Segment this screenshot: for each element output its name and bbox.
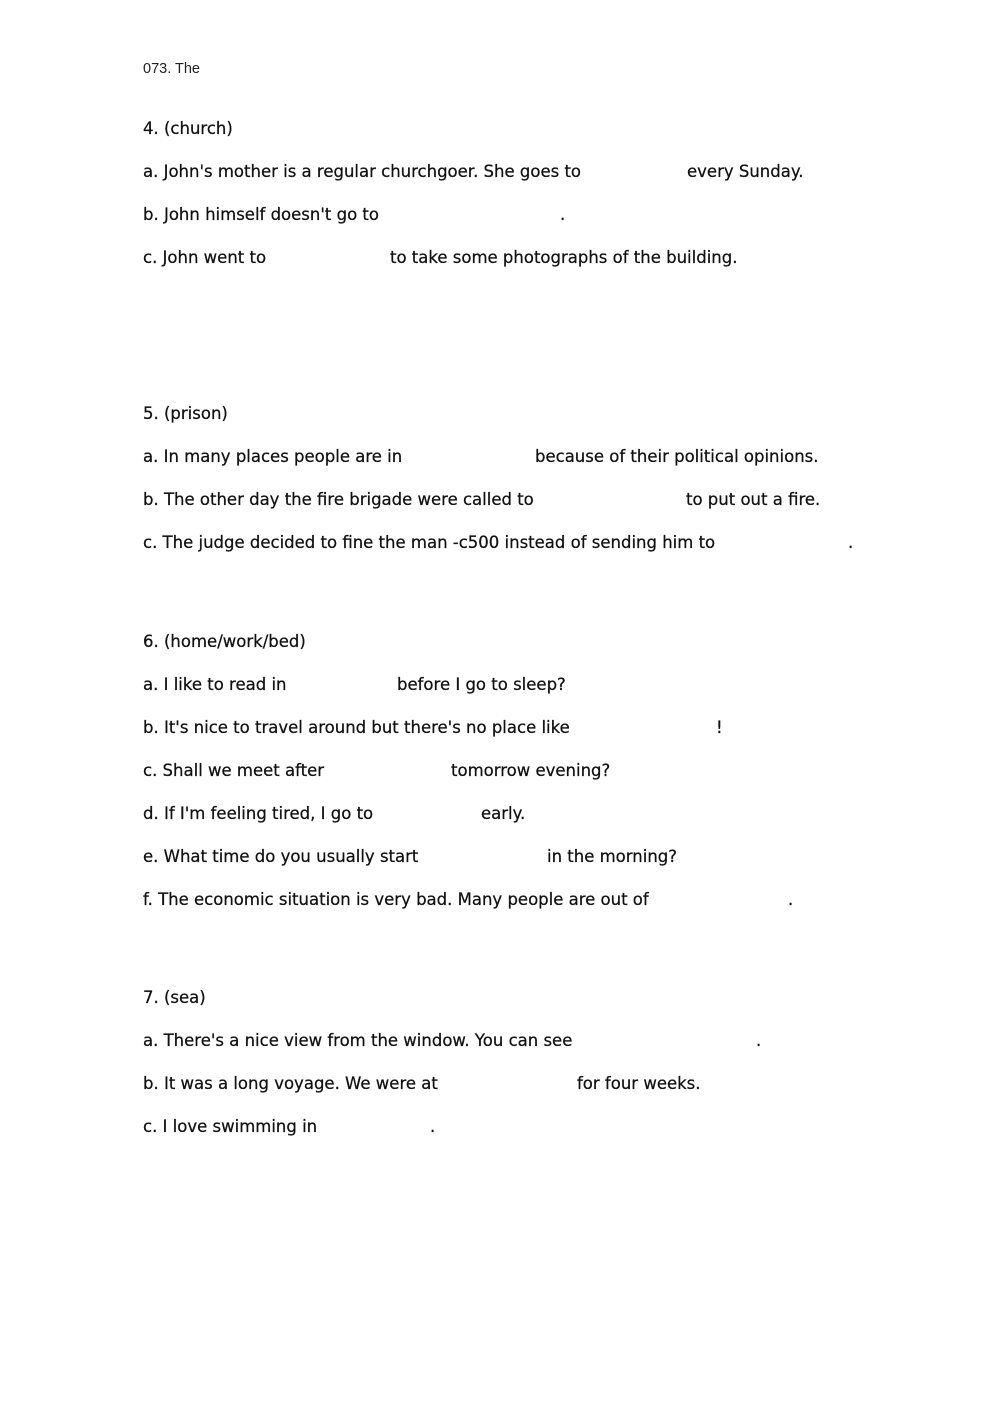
- exercise-suffix: .: [756, 1031, 762, 1050]
- exercise-prefix: a. I like to read in: [143, 675, 287, 694]
- answer-blank-6e[interactable]: [439, 847, 539, 865]
- exercise-suffix: every Sunday.: [687, 162, 804, 181]
- exercise-suffix: to take some photographs of the building.: [390, 248, 738, 267]
- exercise-7b: [143, 1074, 863, 1096]
- answer-blank-7b[interactable]: [461, 1074, 571, 1092]
- exercise-prefix: c. Shall we meet after: [143, 761, 325, 780]
- exercise-prefix: b. The other day the fire brigade were called to: [143, 490, 534, 509]
- answer-blank-6d[interactable]: [395, 804, 475, 822]
- answer-blank-4c[interactable]: [283, 248, 383, 266]
- exercise-suffix: tomorrow evening?: [451, 761, 611, 780]
- page-header: 073. The: [143, 61, 200, 77]
- exercise-prefix: b. John himself doesn't go to: [143, 205, 379, 224]
- exercise-5a: [143, 447, 863, 469]
- exercise-7c: [143, 1117, 863, 1139]
- answer-blank-6c[interactable]: [341, 761, 441, 779]
- exercise-suffix: in the morning?: [547, 847, 678, 866]
- exercise-6f: [143, 890, 863, 912]
- exercise-suffix: .: [848, 533, 854, 552]
- exercise-5b: [143, 490, 863, 512]
- section-title-church: 4. (church): [143, 119, 233, 138]
- exercise-prefix: e. What time do you usually start: [143, 847, 419, 866]
- answer-blank-4b[interactable]: [401, 205, 551, 223]
- answer-blank-5b[interactable]: [563, 490, 663, 508]
- exercise-suffix: .: [788, 890, 794, 909]
- section-title-sea: 7. (sea): [143, 988, 206, 1007]
- exercise-suffix: because of their political opinions.: [535, 447, 819, 466]
- exercise-prefix: d. If I'm feeling tired, I go to: [143, 804, 374, 823]
- exercise-6d: [143, 804, 863, 826]
- exercise-prefix: c. I love swimming in: [143, 1117, 318, 1136]
- exercise-7a: [143, 1031, 863, 1053]
- answer-blank-6f[interactable]: [683, 890, 783, 908]
- exercise-suffix: for four weeks.: [577, 1074, 701, 1093]
- exercise-6a: [143, 675, 863, 697]
- exercise-suffix: before I go to sleep?: [397, 675, 566, 694]
- exercise-prefix: a. In many places people are in: [143, 447, 403, 466]
- answer-blank-6b[interactable]: [601, 718, 711, 736]
- exercise-4b: [143, 205, 863, 227]
- answer-blank-4a[interactable]: [613, 162, 683, 180]
- exercise-suffix: .: [430, 1117, 436, 1136]
- answer-blank-5a[interactable]: [423, 447, 523, 465]
- exercise-prefix: b. It's nice to travel around but there's no place like: [143, 718, 570, 737]
- exercise-suffix: .: [560, 205, 566, 224]
- answer-blank-6a[interactable]: [303, 675, 393, 693]
- exercise-prefix: a. There's a nice view from the window. You can see: [143, 1031, 573, 1050]
- exercise-prefix: c. John went to: [143, 248, 267, 267]
- exercise-4c: [143, 248, 863, 270]
- section-title-home-work-bed: 6. (home/work/bed): [143, 632, 306, 651]
- exercise-suffix: early.: [481, 804, 526, 823]
- answer-blank-7c[interactable]: [333, 1117, 423, 1135]
- exercise-suffix: to put out a fire.: [686, 490, 821, 509]
- exercise-6b: [143, 718, 863, 740]
- exercise-prefix: c. The judge decided to fine the man -c500 instead of sending him to: [143, 533, 716, 552]
- exercise-prefix: b. It was a long voyage. We were at: [143, 1074, 438, 1093]
- answer-blank-7a[interactable]: [609, 1031, 749, 1049]
- exercise-prefix: a. John's mother is a regular churchgoer. She goes to: [143, 162, 582, 181]
- exercise-suffix: !: [716, 718, 723, 737]
- exercise-6c: [143, 761, 863, 783]
- answer-blank-5c[interactable]: [751, 533, 841, 551]
- exercise-prefix: f. The economic situation is very bad. Many people are out of: [143, 890, 649, 909]
- exercise-6e: [143, 847, 863, 869]
- exercise-5c: [143, 533, 863, 555]
- exercise-4a: [143, 162, 863, 184]
- section-title-prison: 5. (prison): [143, 404, 228, 423]
